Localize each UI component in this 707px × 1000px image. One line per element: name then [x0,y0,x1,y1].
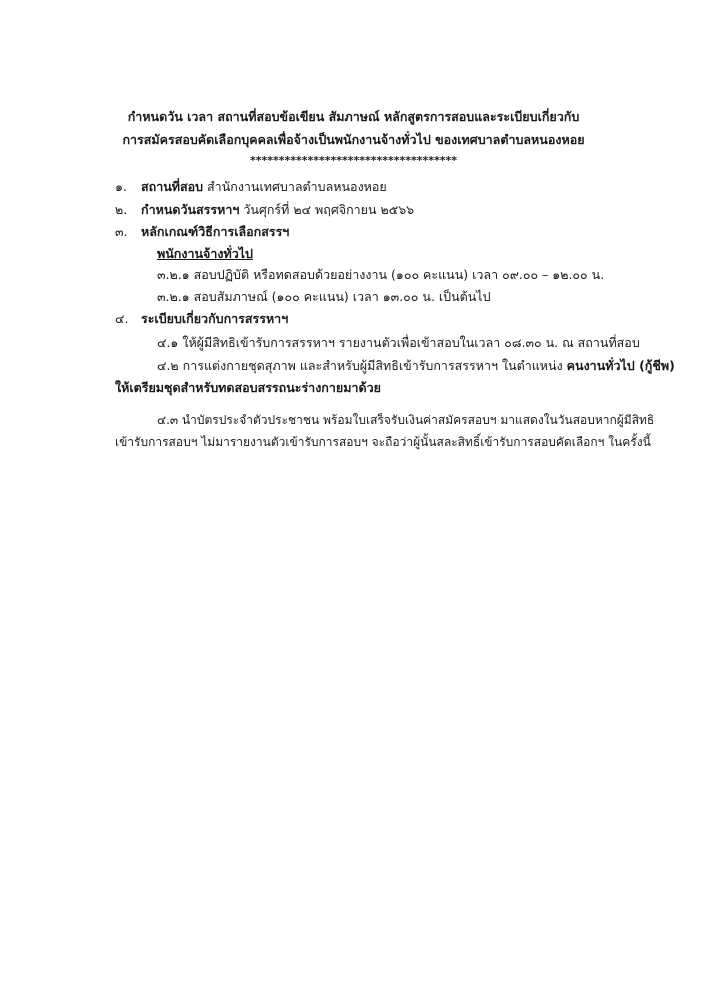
position-name: คนงานทั่วไป (กู้ชีพ) [566,358,675,373]
criteria-practical-test: ๓.๒.๑ สอบปฏิบัติ หรือทดสอบด้วยอย่างงาน (๑๐๐ คะแนน) เวลา ๐๙.๐๐ – ๑๒.๐๐ น. [157,267,605,282]
item-number: ๔. [115,311,129,326]
item-number: ๓. [115,224,128,239]
regulation-4-1: ๔.๑ ให้ผู้มีสิทธิเข้ารับการสรรหาฯ รายงานตัวเพื่อเข้าสอบในเวลา ๐๘.๓๐ น. ณ สถานที่สอบ [157,335,640,350]
regulation-4-3: ๔.๓ นำบัตรประจำตัวประชาชน พร้อมใบเสร็จรับเงินค่าสมัครสอบฯ มาแสดงในวันสอบหากผู้มีสิทธิ [157,413,655,427]
item-recruitment-date [115,200,414,220]
document-title-line-1: กำหนดวัน เวลา สถานที่สอบข้อเขียน สัมภาษณ์ หลักสูตรการสอบและระเบียบเกี่ยวกับ [127,109,580,124]
item-exam-location [115,177,387,197]
title-separator: ************************************ [249,154,458,167]
item-number: ๑. [115,179,127,194]
regulation-4-2-continued: ให้เตรียมชุดสำหรับทดสอบสรรถนะร่างกายมาด้วย [115,380,381,395]
regulation-4-2-text: ๔.๒ การแต่งกายชุดสุภาพ และสำหรับผู้มีสิทธิเข้ารับการสรรหาฯ ในตำแหน่ง [157,358,567,373]
item-label: ระเบียบเกี่ยวกับการสรรหาฯ [141,311,289,326]
item-number: ๒. [115,202,128,217]
item-label: กำหนดวันสรรหาฯ [141,202,240,217]
item-text: สำนักงานเทศบาลตำบลหนองหอย [203,179,387,194]
item-label: หลักเกณฑ์วิธีการเลือกสรรฯ [141,224,290,239]
item-selection-criteria [115,222,289,242]
regulation-4-2 [157,356,675,376]
document-title-line-2: การสมัครสอบคัดเลือกบุคคลเพื่อจ้างเป็นพนักงานจ้างทั่วไป ของเทศบาลตำบลหนองหอย [122,132,585,147]
regulation-4-3-continued: เข้ารับการสอบฯ ไม่มารายงานตัวเข้ารับการสอบฯ จะถือว่าผู้นั้นสละสิทธิ์เข้ารับการสอบคัดเลือกฯ ในครั้งนี้ [115,435,651,449]
item-label: สถานที่สอบ [141,179,204,194]
item-regulations [115,309,288,329]
criteria-interview: ๓.๒.๑ สอบสัมภาษณ์ (๑๐๐ คะแนน) เวลา ๑๓.๐๐ น. เป็นต้นไป [157,289,491,304]
position-heading: พนักงานจ้างทั่วไป [157,246,253,261]
item-text: วันศุกร์ที่ ๒๔ พฤศจิกายน ๒๕๖๖ [239,202,415,217]
